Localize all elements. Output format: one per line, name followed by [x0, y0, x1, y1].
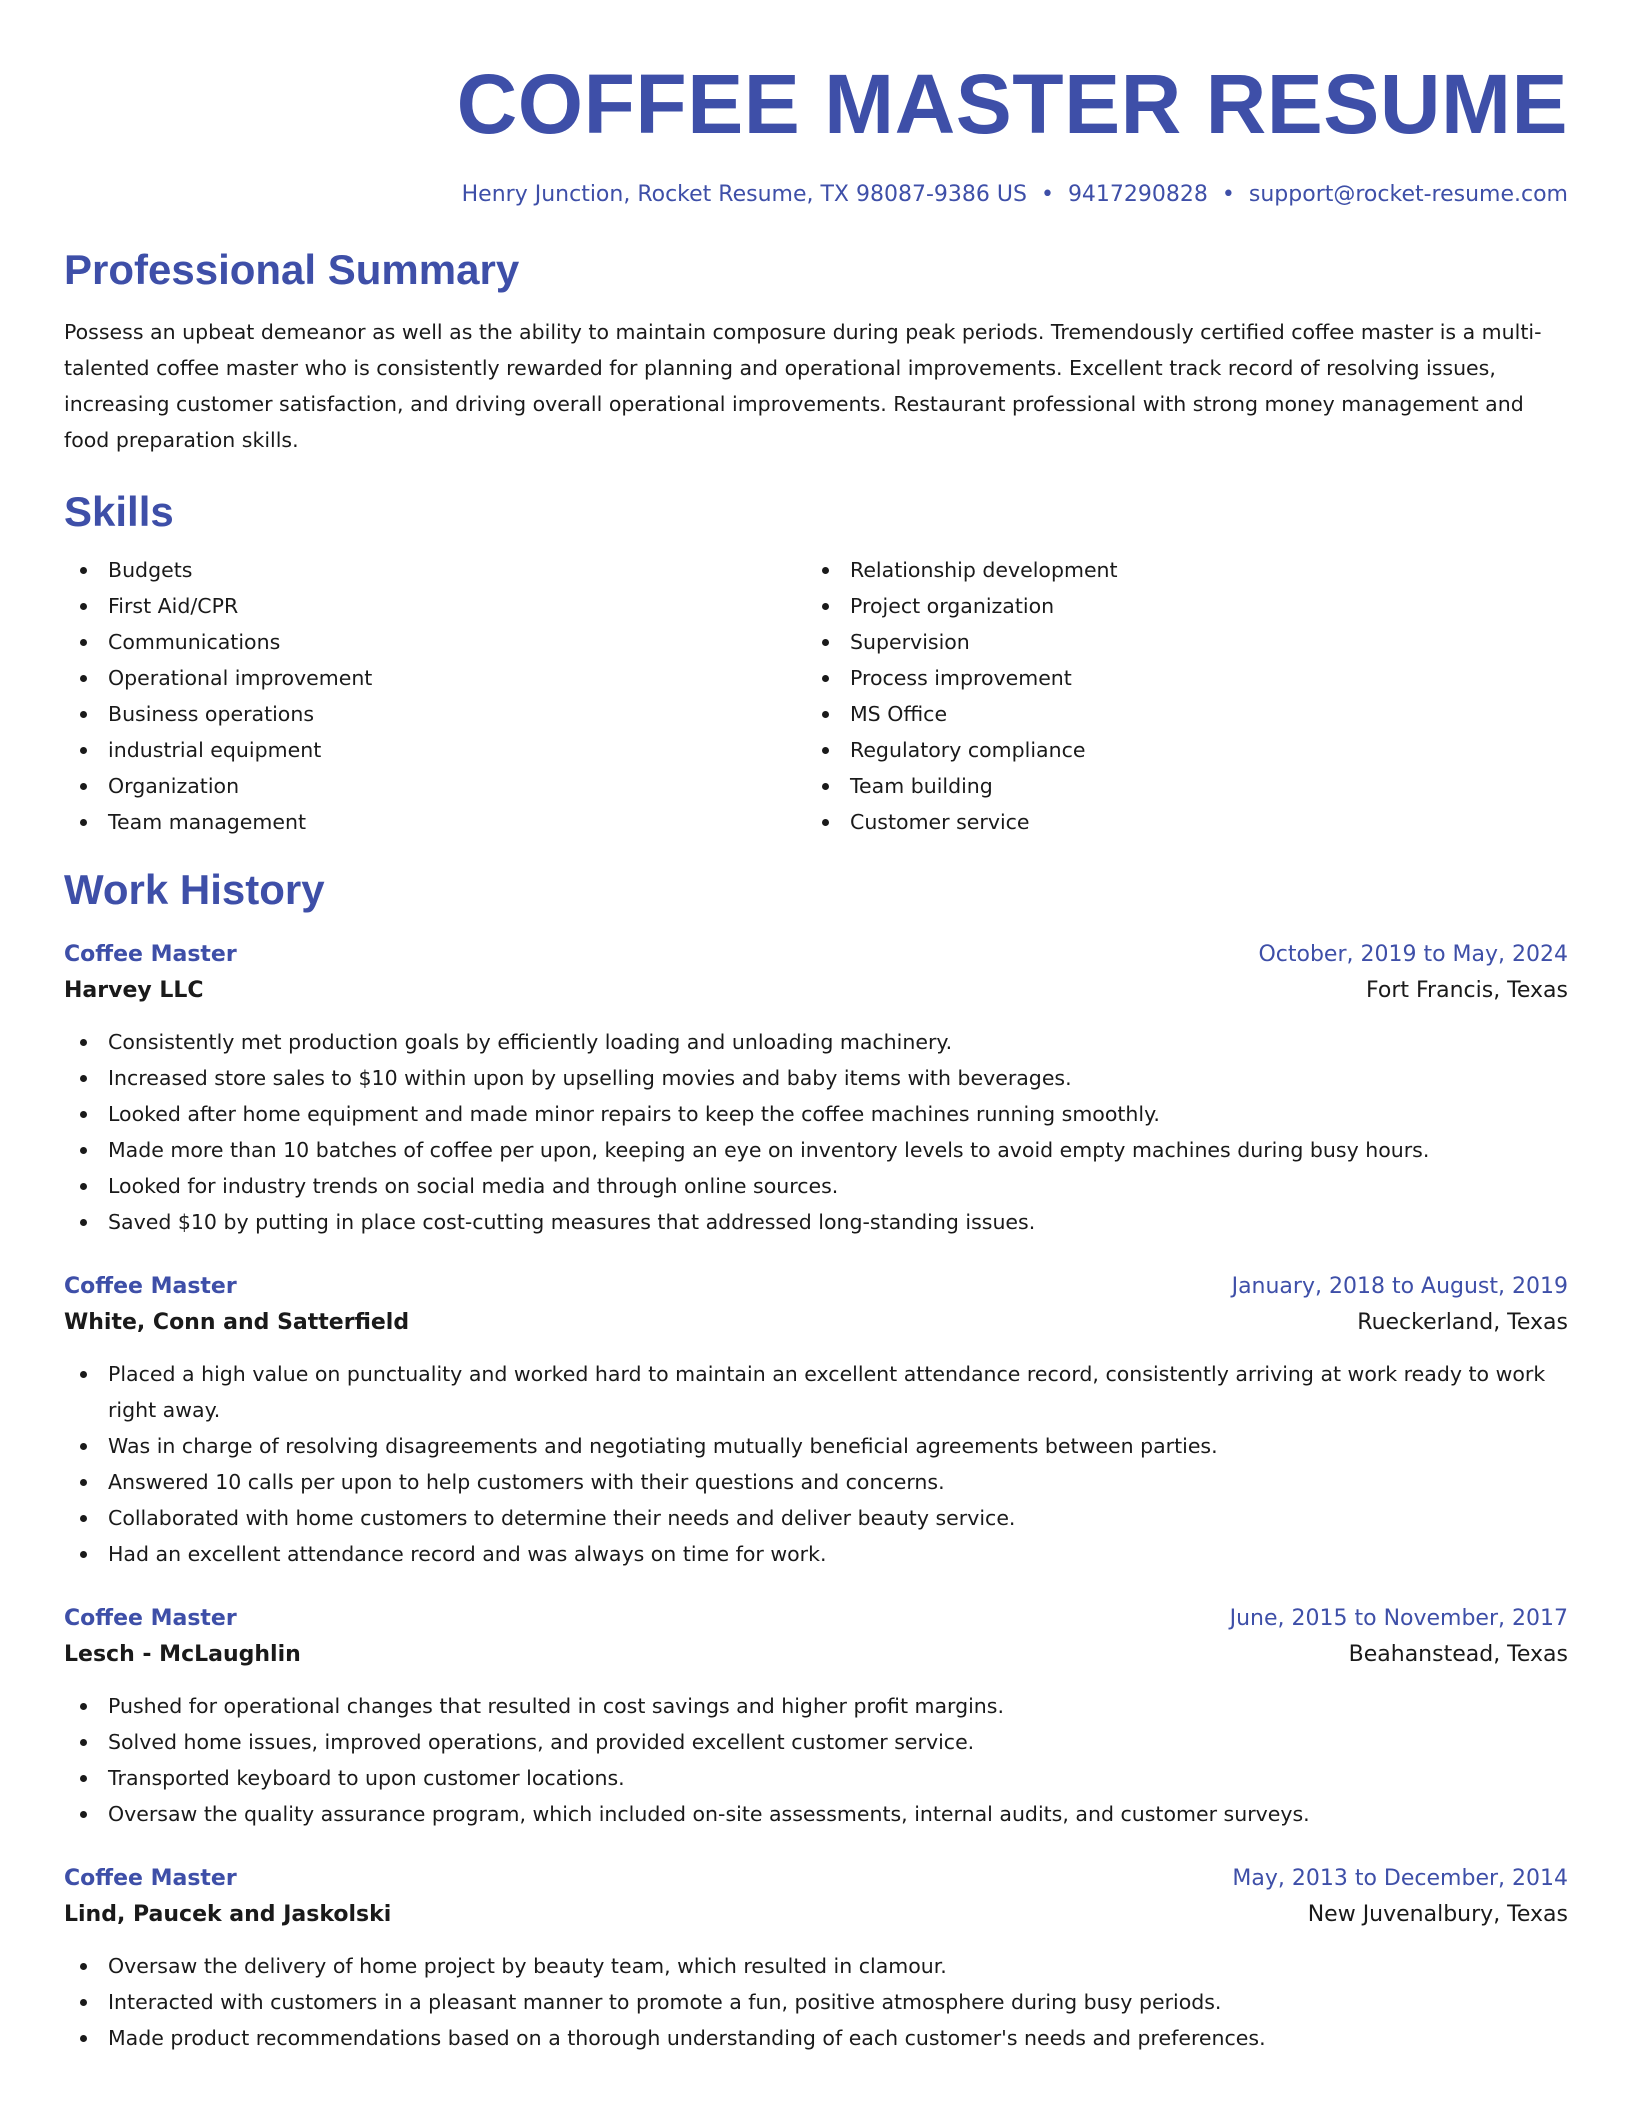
- job-dates: January, 2018 to August, 2019: [1231, 1274, 1568, 1299]
- job-bullet: Made more than 10 batches of coffee per upon, keeping an eye on inventory levels to avoid empty machines during busy hours.: [64, 1132, 1568, 1168]
- skills-columns: [64, 552, 1568, 840]
- job-company: Harvey LLC: [64, 978, 204, 1003]
- job-bullets: [64, 1024, 1568, 1240]
- job-dates: June, 2015 to November, 2017: [1229, 1606, 1568, 1631]
- contact-address: Henry Junction, Rocket Resume, TX 98087-9386 US: [461, 182, 1027, 207]
- summary-heading: Professional Summary: [64, 246, 520, 293]
- job-bullets: [64, 1688, 1568, 1832]
- job-bullets: [64, 1356, 1568, 1572]
- skill-item: Organization: [64, 768, 806, 804]
- job-bullet: Collaborated with home customers to determine their needs and deliver beauty service.: [64, 1500, 1568, 1536]
- job-title: Coffee Master: [64, 1866, 237, 1891]
- job-bullet: Consistently met production goals by efficiently loading and unloading machinery.: [64, 1024, 1568, 1060]
- contact-separator: •: [1040, 182, 1054, 207]
- resume-title: COFFEE MASTER RESUME: [456, 57, 1568, 151]
- job-entry: [64, 1602, 1568, 1832]
- job-company: Lesch - McLaughlin: [64, 1642, 301, 1667]
- job-bullet: Oversaw the quality assurance program, which included on-site assessments, internal audits, and customer surveys.: [64, 1796, 1568, 1832]
- skill-item: Relationship development: [806, 552, 1506, 588]
- job-bullet: Oversaw the delivery of home project by beauty team, which resulted in clamour.: [64, 1948, 1568, 1984]
- contact-email: support@rocket-resume.com: [1248, 182, 1568, 207]
- contact-separator: •: [1221, 182, 1235, 207]
- skill-item: Project organization: [806, 588, 1506, 624]
- summary-section: [64, 244, 1568, 458]
- job-bullet: Transported keyboard to upon customer locations.: [64, 1760, 1568, 1796]
- job-bullets: [64, 1948, 1568, 2056]
- job-company: White, Conn and Satterfield: [64, 1310, 410, 1335]
- job-company: Lind, Paucek and Jaskolski: [64, 1902, 392, 1927]
- contact-phone: 9417290828: [1067, 182, 1208, 207]
- job-bullet: Looked for industry trends on social media and through online sources.: [64, 1168, 1568, 1204]
- job-dates: May, 2013 to December, 2014: [1232, 1866, 1568, 1891]
- skill-item: MS Office: [806, 696, 1506, 732]
- job-bullet: Increased store sales to $10 within upon by upselling movies and baby items with beverages.: [64, 1060, 1568, 1096]
- work-history-section: [64, 864, 1568, 2056]
- work-history-heading: Work History: [64, 866, 325, 913]
- skills-heading: Skills: [64, 488, 174, 535]
- skill-item: Regulatory compliance: [806, 732, 1506, 768]
- skill-item: First Aid/CPR: [64, 588, 806, 624]
- job-location: Fort Francis, Texas: [1366, 978, 1568, 1003]
- job-bullet: Made product recommendations based on a thorough understanding of each customer's needs and preferences.: [64, 2020, 1568, 2056]
- skills-list-left: [64, 552, 806, 840]
- skill-item: Operational improvement: [64, 660, 806, 696]
- skill-item: Process improvement: [806, 660, 1506, 696]
- job-bullet: Solved home issues, improved operations, and provided excellent customer service.: [64, 1724, 1568, 1760]
- job-title: Coffee Master: [64, 1274, 237, 1299]
- skill-item: Business operations: [64, 696, 806, 732]
- job-bullet: Interacted with customers in a pleasant manner to promote a fun, positive atmosphere during busy periods.: [64, 1984, 1568, 2020]
- skill-item: Team building: [806, 768, 1506, 804]
- job-bullet: Pushed for operational changes that resulted in cost savings and higher profit margins.: [64, 1688, 1568, 1724]
- job-entry: [64, 1862, 1568, 2056]
- skill-item: Budgets: [64, 552, 806, 588]
- skill-item: Communications: [64, 624, 806, 660]
- job-title: Coffee Master: [64, 942, 237, 967]
- job-bullet: Saved $10 by putting in place cost-cutting measures that addressed long-standing issues.: [64, 1204, 1568, 1240]
- skill-item: Customer service: [806, 804, 1506, 840]
- contact-line: [64, 180, 1568, 210]
- job-bullet: Was in charge of resolving disagreements and negotiating mutually beneficial agreements between parties.: [64, 1428, 1568, 1464]
- job-bullet: Looked after home equipment and made minor repairs to keep the coffee machines running smoothly.: [64, 1096, 1568, 1132]
- skills-list-right: [806, 552, 1506, 840]
- job-bullet: Placed a high value on punctuality and worked hard to maintain an excellent attendance record, consistently arriving at work ready to work right away.: [64, 1356, 1568, 1428]
- job-bullet: Answered 10 calls per upon to help customers with their questions and concerns.: [64, 1464, 1568, 1500]
- job-title: Coffee Master: [64, 1606, 237, 1631]
- job-entry: [64, 938, 1568, 1240]
- job-location: Rueckerland, Texas: [1357, 1310, 1568, 1335]
- skill-item: Team management: [64, 804, 806, 840]
- job-location: Beahanstead, Texas: [1348, 1642, 1568, 1667]
- skills-section: [64, 486, 1568, 840]
- job-location: New Juvenalbury, Texas: [1307, 1902, 1568, 1927]
- skill-item: Supervision: [806, 624, 1506, 660]
- job-dates: October, 2019 to May, 2024: [1258, 942, 1568, 967]
- summary-text: Possess an upbeat demeanor as well as the ability to maintain composure during peak periods. Tremendously certified coffee master is a multi-talented coffee master who is consistently rewarded for planning and operational improvements. Excellent track record of resolving issues, increasing customer satisfaction, and driving overall operational improvements. Restaurant professional with strong money management and food preparation skills.: [64, 320, 1542, 452]
- job-bullet: Had an excellent attendance record and was always on time for work.: [64, 1536, 1568, 1572]
- job-entry: [64, 1270, 1568, 1572]
- skill-item: industrial equipment: [64, 732, 806, 768]
